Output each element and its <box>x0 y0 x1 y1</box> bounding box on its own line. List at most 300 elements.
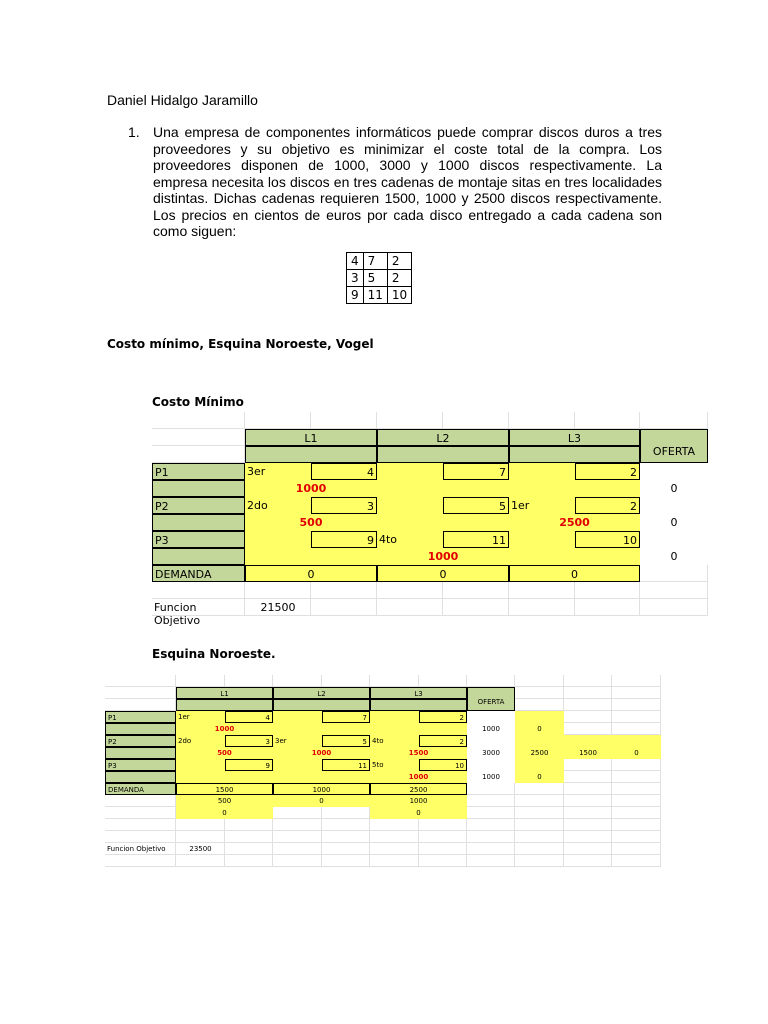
unit-cost: 7 <box>362 714 367 722</box>
grid-cell <box>640 412 708 429</box>
remaining-demand-value: 500 <box>217 797 232 805</box>
objective-function-value: 23500 <box>189 845 212 853</box>
demanda-label-cell <box>152 565 245 582</box>
unit-cost: 5 <box>362 738 367 746</box>
step-label: 2do <box>247 499 268 512</box>
unit-cost-cell <box>225 711 273 723</box>
grid-cell <box>612 699 661 711</box>
objective-function-value: 21500 <box>260 601 296 614</box>
remaining-demand-cell <box>370 795 467 807</box>
oferta-cell <box>640 531 708 565</box>
row-label-text: P3 <box>155 534 169 547</box>
grid-cell <box>564 819 612 831</box>
row-label-text: P1 <box>155 466 169 479</box>
unit-cost-cell <box>322 759 370 771</box>
grid-cell <box>273 819 322 831</box>
grid-cell <box>105 819 176 831</box>
cost-cell: 9 <box>347 287 364 304</box>
oferta-remaining-value: 0 <box>537 773 542 781</box>
grid-cell <box>419 819 467 831</box>
allocation-cell <box>370 723 467 735</box>
unit-cost-cell <box>419 711 467 723</box>
objective-function-label: Funcion Objetivo <box>107 845 166 853</box>
step-cell <box>176 759 225 771</box>
grid-cell <box>564 843 612 855</box>
row-label-text: P2 <box>108 738 117 746</box>
row-label-subcell <box>105 723 176 735</box>
costo-minimo-title: Costo Mínimo <box>152 395 244 409</box>
allocation-cell <box>273 723 370 735</box>
grid-cell <box>105 831 176 843</box>
step-cell <box>370 711 419 723</box>
unit-cost: 5 <box>499 500 506 513</box>
grid-cell <box>467 855 515 867</box>
step-label: 3er <box>247 465 266 478</box>
row-label-subcell <box>105 747 176 759</box>
unit-cost-cell <box>311 463 377 480</box>
column-header-l3 <box>370 687 467 699</box>
remaining-demand-cell <box>176 807 273 819</box>
oferta-remaining-cell <box>515 735 564 759</box>
row-label-text: P1 <box>108 714 117 722</box>
grid-cell <box>575 599 640 616</box>
header-subrow-cell <box>370 699 467 711</box>
cost-cell: 10 <box>387 287 411 304</box>
grid-cell <box>612 783 661 795</box>
oferta-remaining-value: 0 <box>537 725 542 733</box>
allocation-value: 500 <box>217 749 232 757</box>
grid-cell <box>273 855 322 867</box>
grid-cell <box>273 675 322 687</box>
demanda-label-cell <box>105 783 176 795</box>
allocation-cell <box>176 747 273 759</box>
grid-cell <box>370 819 419 831</box>
allocation-cell <box>509 548 640 565</box>
oferta-remaining-value: 0 <box>634 749 639 757</box>
unit-cost-cell <box>322 711 370 723</box>
cost-cell: 11 <box>363 287 387 304</box>
grid-cell <box>612 855 661 867</box>
grid-cell <box>509 582 575 599</box>
cost-cell: 2 <box>387 270 411 287</box>
step-cell <box>176 711 225 723</box>
unit-cost: 3 <box>265 738 270 746</box>
unit-cost-cell <box>225 759 273 771</box>
grid-cell <box>377 412 443 429</box>
unit-cost: 11 <box>358 762 367 770</box>
unit-cost-cell <box>419 759 467 771</box>
esquina-noroeste-spreadsheet <box>105 675 661 863</box>
grid-cell <box>322 819 370 831</box>
cost-row <box>347 270 412 287</box>
oferta-value: 0 <box>670 550 678 563</box>
grid-cell <box>377 582 443 599</box>
allocation-value: 500 <box>299 516 323 529</box>
grid-cell <box>176 675 225 687</box>
unit-cost: 9 <box>265 762 270 770</box>
oferta-cell <box>640 463 708 497</box>
column-header-label: L2 <box>317 690 326 698</box>
step-cell <box>273 759 322 771</box>
row-label-text: P2 <box>155 500 169 513</box>
header-subrow-cell <box>273 699 370 711</box>
allocation-cell <box>245 480 377 497</box>
step-label: 1er <box>178 713 190 721</box>
column-header-l2 <box>273 687 370 699</box>
unit-cost-cell <box>443 531 509 548</box>
oferta-remaining-cell <box>515 711 564 735</box>
step-cell <box>273 711 322 723</box>
grid-cell <box>640 565 708 582</box>
grid-cell <box>176 831 225 843</box>
grid-cell <box>515 783 564 795</box>
objective-value-cell <box>245 599 311 616</box>
grid-cell <box>370 831 419 843</box>
grid-cell <box>612 807 661 819</box>
grid-cell <box>322 855 370 867</box>
step-cell <box>273 735 322 747</box>
demanda-value: 2500 <box>409 786 428 794</box>
grid-cell <box>370 855 419 867</box>
column-header-label: L3 <box>414 690 423 698</box>
header-subrow-cell <box>176 699 273 711</box>
step-cell <box>377 531 443 548</box>
grid-cell <box>467 795 515 807</box>
unit-cost-cell <box>575 497 640 514</box>
unit-cost: 2 <box>459 714 464 722</box>
column-header-label: L1 <box>220 690 229 698</box>
grid-cell <box>176 819 225 831</box>
grid-cell <box>467 819 515 831</box>
row-label-p3 <box>152 531 245 548</box>
objective-value-cell <box>176 843 225 855</box>
allocation-cell <box>370 747 467 759</box>
cost-cell: 5 <box>363 270 387 287</box>
step-label: 1er <box>511 499 530 512</box>
remaining-demand-value: 0 <box>319 797 324 805</box>
grid-cell <box>152 412 245 429</box>
oferta-value: 0 <box>670 516 678 529</box>
problem-number: 1. <box>128 124 140 140</box>
grid-cell <box>322 831 370 843</box>
oferta-value: 3000 <box>482 749 500 757</box>
grid-cell <box>152 446 245 463</box>
grid-cell <box>515 831 564 843</box>
step-label: 3er <box>275 737 287 745</box>
oferta-value: 1000 <box>482 773 500 781</box>
grid-cell <box>564 723 612 735</box>
allocation-cell <box>370 771 467 783</box>
unit-cost-cell <box>443 463 509 480</box>
allocation-value: 1500 <box>408 749 429 757</box>
demanda-cell <box>370 783 467 795</box>
grid-cell <box>564 795 612 807</box>
header-subrow-cell <box>509 446 640 463</box>
column-header-label: L1 <box>304 432 318 445</box>
unit-cost-cell <box>311 497 377 514</box>
grid-cell <box>612 723 661 735</box>
row-label-text: P3 <box>108 762 117 770</box>
grid-cell <box>467 675 515 687</box>
unit-cost-cell <box>311 531 377 548</box>
step-label: 5to <box>372 761 384 769</box>
demanda-value: 1000 <box>312 786 331 794</box>
grid-cell <box>564 675 612 687</box>
demanda-cell <box>273 783 370 795</box>
allocation-cell <box>377 480 509 497</box>
grid-cell <box>564 699 612 711</box>
unit-cost: 4 <box>265 714 270 722</box>
column-header-l3 <box>509 429 640 446</box>
column-header-l2 <box>377 429 509 446</box>
grid-cell <box>564 783 612 795</box>
row-label-subcell <box>152 480 245 497</box>
oferta-label: OFERTA <box>477 698 505 707</box>
demanda-label: DEMANDA <box>155 568 212 581</box>
methods-heading: Costo mínimo, Esquina Noroeste, Vogel <box>107 337 374 351</box>
grid-cell <box>273 807 322 819</box>
oferta-cell <box>467 735 515 759</box>
allocation-cell <box>377 514 509 531</box>
demanda-value: 0 <box>439 568 447 581</box>
grid-cell <box>105 687 176 699</box>
step-cell <box>245 463 311 480</box>
grid-cell <box>105 699 176 711</box>
allocation-cell <box>245 548 377 565</box>
demanda-cell <box>176 783 273 795</box>
grid-cell <box>419 675 467 687</box>
grid-cell <box>467 831 515 843</box>
grid-cell <box>564 711 612 723</box>
oferta-remaining-value: 1500 <box>579 749 597 757</box>
grid-cell <box>612 819 661 831</box>
row-label-subcell <box>152 548 245 565</box>
grid-cell <box>612 711 661 723</box>
grid-cell <box>509 599 575 616</box>
step-cell <box>245 531 311 548</box>
grid-cell <box>564 855 612 867</box>
oferta-remaining-value: 2500 <box>530 749 549 757</box>
oferta-remaining-cell <box>564 735 612 759</box>
allocation-cell <box>176 723 273 735</box>
grid-cell <box>443 412 509 429</box>
step-cell <box>377 463 443 480</box>
allocation-value: 1000 <box>427 550 459 563</box>
grid-cell <box>612 771 661 783</box>
grid-cell <box>564 807 612 819</box>
allocation-value: 2500 <box>559 516 590 529</box>
allocation-cell <box>509 480 640 497</box>
grid-cell <box>311 412 377 429</box>
grid-cell <box>152 582 245 599</box>
demanda-value: 1500 <box>215 786 234 794</box>
grid-cell <box>467 843 515 855</box>
unit-cost: 4 <box>367 466 374 479</box>
allocation-cell <box>245 514 377 531</box>
grid-cell <box>515 855 564 867</box>
grid-cell <box>225 819 273 831</box>
unit-cost: 10 <box>623 534 637 547</box>
costo-minimo-spreadsheet <box>152 412 708 627</box>
demanda-label: DEMANDA <box>108 786 144 794</box>
unit-cost-cell <box>225 735 273 747</box>
demanda-value: 0 <box>571 568 578 581</box>
allocation-cell <box>273 747 370 759</box>
step-cell <box>370 735 419 747</box>
unit-cost-cell <box>575 531 640 548</box>
grid-cell <box>515 807 564 819</box>
step-label: 2do <box>178 737 192 745</box>
cost-row <box>347 253 412 270</box>
grid-cell <box>612 759 661 771</box>
unit-cost: 3 <box>367 500 374 513</box>
step-cell <box>176 735 225 747</box>
cost-cell: 2 <box>387 253 411 270</box>
column-header-label: L3 <box>567 432 582 445</box>
grid-cell <box>370 843 419 855</box>
unit-cost: 7 <box>499 466 506 479</box>
step-cell <box>509 531 575 548</box>
unit-cost-cell <box>575 463 640 480</box>
remaining-demand-cell <box>273 795 370 807</box>
grid-cell <box>322 807 370 819</box>
problem-text: Una empresa de componentes informáticos puede comprar discos duros a tres proveedores y su objetivo es minimizar el coste total de la compra. Los proveedores disponen de 1000, 3000 y 1000 discos respectivamente. La empresa necesita los discos en tres cadenas de montaje sitas en tres localidades distintas. Dichas cadenas requieren 1500, 1000 y 2500 discos respectivamente. Los precios en cientos de euros por cada disco entregado a cada cadena son como siguen: <box>153 124 662 239</box>
oferta-cell <box>640 497 708 531</box>
step-cell <box>509 463 575 480</box>
remaining-demand-cell <box>176 795 273 807</box>
grid-cell <box>515 819 564 831</box>
row-label-subcell <box>105 771 176 783</box>
grid-cell <box>245 412 311 429</box>
cost-cell: 4 <box>347 253 364 270</box>
grid-cell <box>515 687 564 699</box>
grid-cell <box>575 582 640 599</box>
remaining-demand-value: 0 <box>222 809 227 817</box>
grid-cell <box>322 843 370 855</box>
unit-cost-cell <box>322 735 370 747</box>
grid-cell <box>377 599 443 616</box>
step-cell <box>377 497 443 514</box>
oferta-remaining-cell <box>515 759 564 783</box>
unit-cost: 2 <box>630 500 637 513</box>
unit-cost: 2 <box>459 738 464 746</box>
grid-cell <box>245 582 311 599</box>
objective-label-cell <box>105 843 176 855</box>
oferta-value: 0 <box>670 482 678 495</box>
step-cell <box>509 497 575 514</box>
grid-cell <box>612 831 661 843</box>
grid-cell <box>467 807 515 819</box>
oferta-label: OFERTA <box>652 445 696 459</box>
grid-cell <box>467 783 515 795</box>
allocation-cell <box>377 548 509 565</box>
remaining-demand-cell <box>370 807 467 819</box>
step-cell <box>245 497 311 514</box>
grid-cell <box>612 675 661 687</box>
remaining-demand-value: 0 <box>416 809 421 817</box>
demanda-cell <box>245 565 377 582</box>
grid-cell <box>105 675 176 687</box>
grid-cell <box>105 795 176 807</box>
cost-cell: 3 <box>347 270 364 287</box>
allocation-value: 1000 <box>295 482 327 495</box>
grid-cell <box>322 675 370 687</box>
grid-cell <box>105 855 176 867</box>
oferta-remaining-cell <box>612 735 661 759</box>
oferta-cell <box>467 759 515 783</box>
unit-cost-cell <box>443 497 509 514</box>
unit-cost-cell <box>419 735 467 747</box>
unit-cost: 2 <box>630 466 637 479</box>
grid-cell <box>564 759 612 771</box>
problem-statement <box>128 124 662 240</box>
oferta-header <box>640 429 708 463</box>
grid-cell <box>419 831 467 843</box>
oferta-value: 1000 <box>482 725 500 733</box>
grid-cell <box>515 699 564 711</box>
grid-cell <box>564 831 612 843</box>
oferta-header <box>467 687 515 711</box>
header-subrow-cell <box>377 446 509 463</box>
allocation-value: 1000 <box>311 749 332 757</box>
grid-cell <box>612 795 661 807</box>
column-header-l1 <box>176 687 273 699</box>
grid-cell <box>225 831 273 843</box>
step-label: 4to <box>372 737 384 745</box>
allocation-cell <box>176 771 273 783</box>
remaining-demand-value: 1000 <box>409 797 428 805</box>
grid-cell <box>515 843 564 855</box>
grid-cell <box>640 582 708 599</box>
allocation-value: 1000 <box>214 725 235 733</box>
objective-function-label: Funcion Objetivo <box>154 601 201 627</box>
allocation-value: 1000 <box>408 773 429 781</box>
row-label-p2 <box>152 497 245 514</box>
step-label: 4to <box>379 533 398 546</box>
row-label-subcell <box>152 514 245 531</box>
grid-cell <box>311 582 377 599</box>
grid-cell <box>225 675 273 687</box>
demanda-value: 0 <box>307 568 315 581</box>
column-header-l1 <box>245 429 377 446</box>
grid-cell <box>152 429 245 446</box>
grid-cell <box>515 795 564 807</box>
step-cell <box>370 759 419 771</box>
grid-cell <box>311 599 377 616</box>
objective-label-cell <box>152 599 245 627</box>
oferta-cell <box>467 711 515 735</box>
grid-cell <box>225 855 273 867</box>
grid-cell <box>509 412 575 429</box>
cost-matrix <box>346 252 412 304</box>
esquina-noroeste-title: Esquina Noroeste. <box>152 647 276 661</box>
grid-cell <box>105 807 176 819</box>
allocation-cell <box>509 514 640 531</box>
grid-cell <box>515 675 564 687</box>
unit-cost: 9 <box>367 534 374 547</box>
grid-cell <box>575 412 640 429</box>
demanda-cell <box>377 565 509 582</box>
grid-cell <box>564 687 612 699</box>
row-label-p2 <box>105 735 176 747</box>
grid-cell <box>443 582 509 599</box>
grid-cell <box>564 771 612 783</box>
row-label-p1 <box>105 711 176 723</box>
unit-cost: 11 <box>492 534 506 547</box>
grid-cell <box>612 687 661 699</box>
grid-cell <box>640 599 708 616</box>
grid-cell <box>225 843 273 855</box>
